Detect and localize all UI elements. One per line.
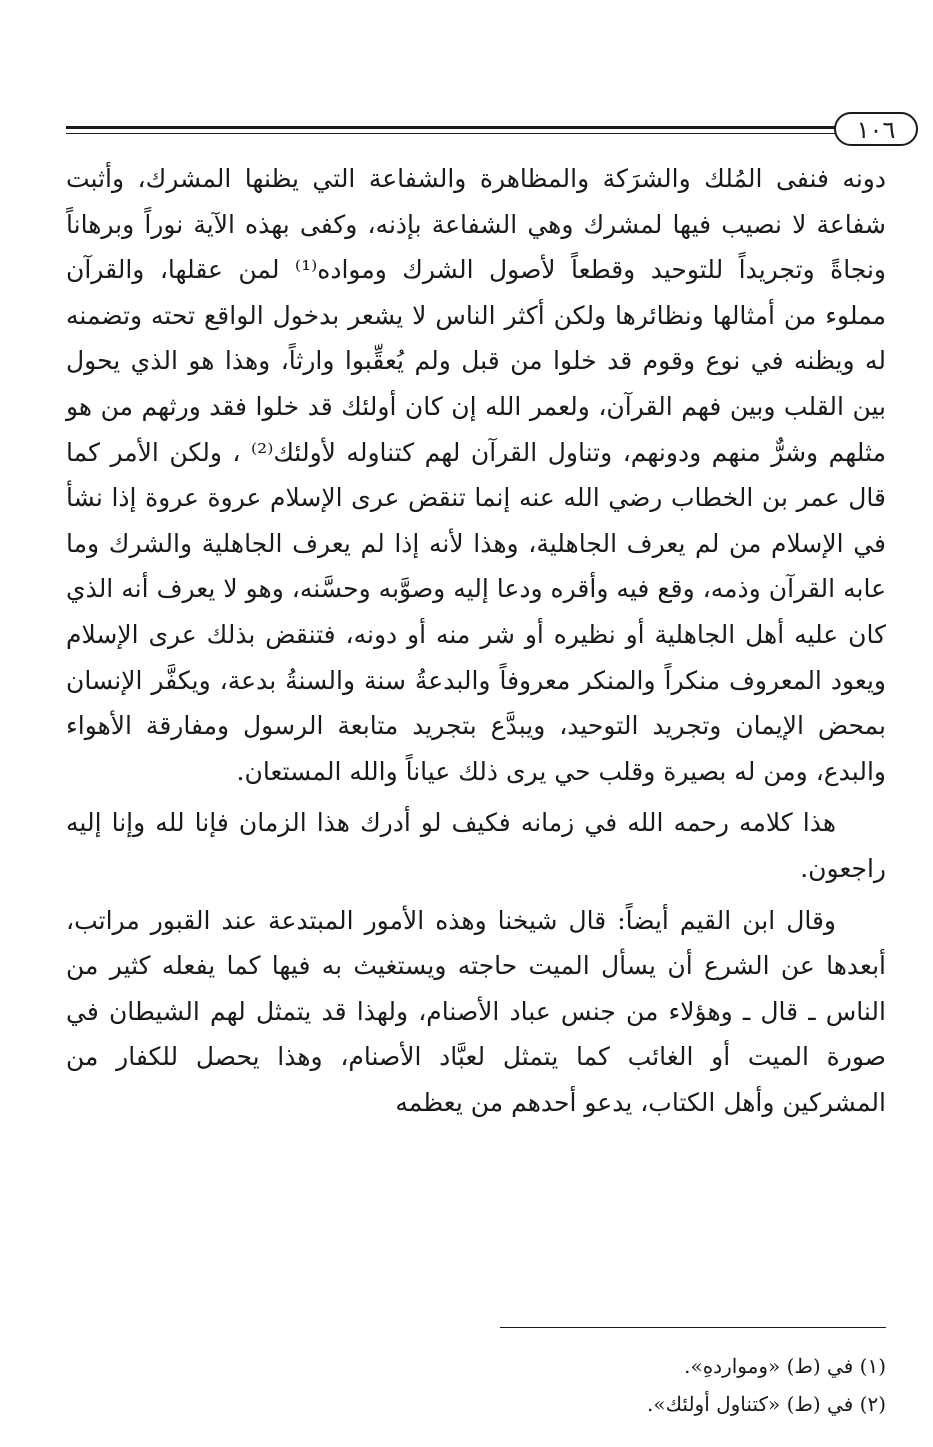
footnote: (٢) في (ط) «كتناول أولئك». <box>646 1392 886 1416</box>
footnote-separator <box>500 1327 886 1328</box>
page-number: ١٠٦ <box>834 112 918 146</box>
page-header <box>66 112 918 152</box>
footnote: (١) في (ط) «ومواردهِ». <box>684 1354 886 1378</box>
paragraph: وقال ابن القيم أيضاً: قال شيخنا وهذه الأمور المبتدعة عند القبور مراتب، أبعدها عن الشرع أن يسأل الميت حاجته ويستغيث به فيها كما يفعله كثير من الناس ـ قال ـ وهؤلاء من جنس عباد الأصنام، ولهذا قد يتمثل لهم الشيطان في صورة الميت أو الغائب كما يتمثل لعبَّاد الأصنام، وهذا يحصل للكفار من المشركين وأهل الكتاب، يدعو أحدهم من يعظمه <box>66 905 886 1117</box>
paragraph: هذا كلامه رحمه الله في زمانه فكيف لو أدرك هذا الزمان فإنا لله وإنا إليه راجعون. <box>66 808 886 883</box>
body-text <box>66 156 886 1125</box>
footnotes <box>66 1347 886 1423</box>
paragraph: دونه فنفى المُلك والشرَكة والمظاهرة والشفاعة التي يظنها المشرك، وأثبت شفاعة لا نصيب فيها لمشرك وهي الشفاعة بإذنه، وكفى بهذه الآية نوراً وبرهاناً ونجاةً وتجريداً للتوحيد وقطعاً لأصول الشرك ومواده⁽¹⁾ لمن عقلها، والقرآن مملوء من أمثالها ونظائرها ولكن أكثر الناس لا يشعر بدخول الواقع تحته وتضمنه له ويظنه في نوع وقوم قد خلوا من قبل ولم يُعقِّبوا وارثاً، وهذا هو الذي يحول بين القلب وبين فهم القرآن، ولعمر الله إن كان أولئك قد خلوا فقد ورثهم من هو مثلهم وشرٌّ منهم ودونهم، وتناول القرآن لهم كتناوله لأولئك⁽²⁾ ، ولكن الأمر كما قال عمر بن الخطاب رضي الله عنه إنما تنقض عرى الإسلام عروة عروة إذا نشأ في الإسلام من لم يعرف الجاهلية، وهذا لأنه إذا لم يعرف الجاهلية والشرك وما عابه القرآن وذمه، وقع فيه وأقره ودعا إليه وصوَّبه وحسَّنه، وهو لا يعرف أنه الذي كان عليه أهل الجاهلية أو نظيره أو شر منه أو دونه، فتنقض بذلك عرى الإسلام ويعود المعروف منكراً والمنكر معروفاً والبدعةُ سنة والسنةُ بدعة، ويكفَّر الإنسان بمحض الإيمان وتجريد التوحيد، ويبدَّع بتجريد متابعة الرسول ومفارقة الأهواء والبدع، ومن له بصيرة وقلب حي يرى ذلك عياناً والله المستعان. <box>66 164 886 786</box>
header-rule-thin <box>66 133 838 134</box>
header-rule-thick <box>66 126 838 129</box>
